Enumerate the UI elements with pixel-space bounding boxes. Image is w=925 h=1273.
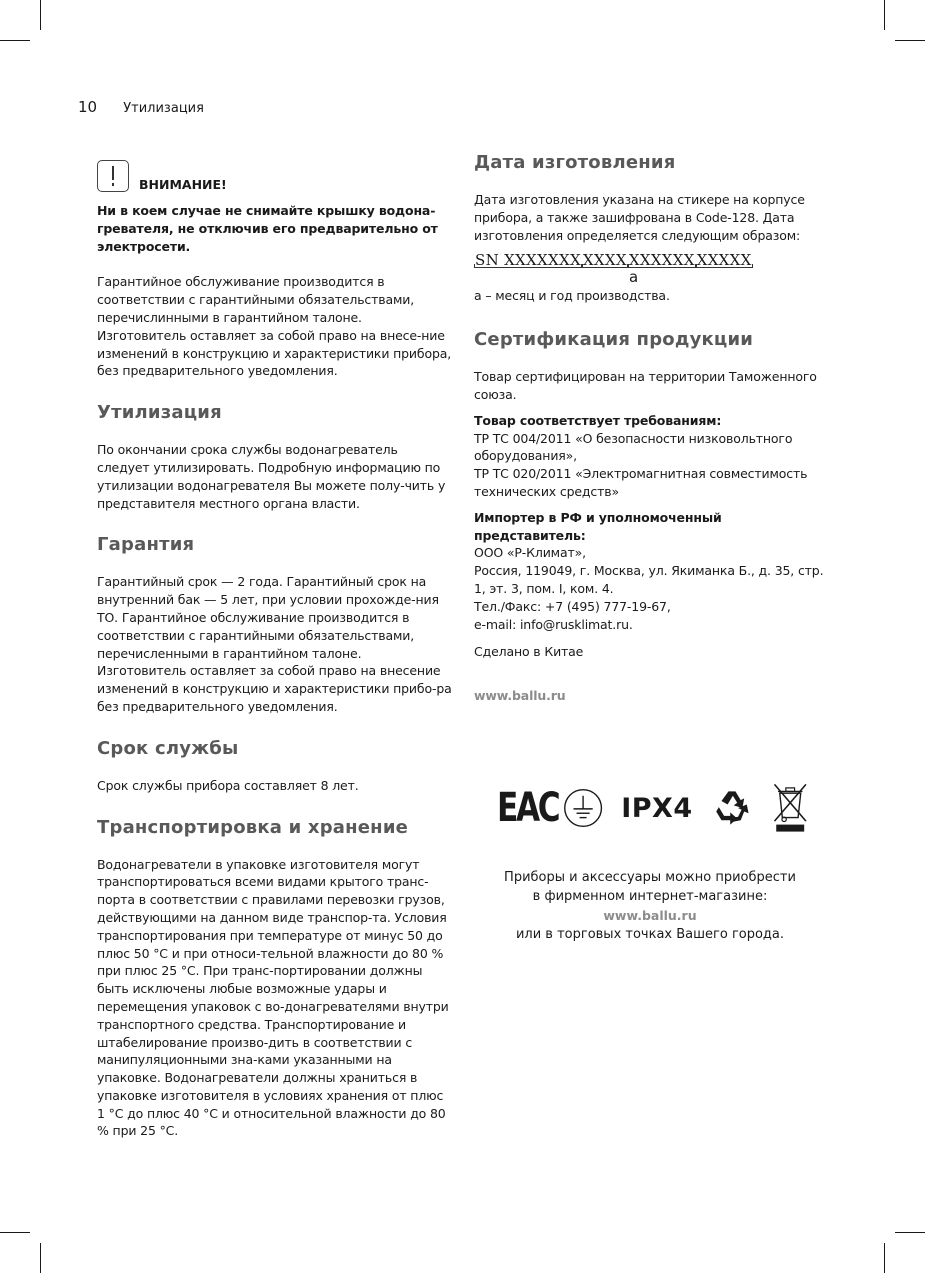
certification-text: Товар сертифицирован на территории Таможенного союза.: [474, 369, 817, 402]
shop-info: [474, 868, 826, 944]
left-column: [97, 160, 452, 1140]
sn-part: XXXXX: [696, 251, 752, 270]
importer-address: Россия, 119049, г. Москва, ул. Якиманка Б., д. 35, стр. 1, эт. 3, пом. I, ком. 4.: [474, 563, 824, 596]
importer-name: ООО «Р-Климат»,: [474, 545, 586, 561]
warning-icon: [97, 160, 129, 192]
warning-text: Гарантийное обслуживание производится в соответствии с гарантийными обязательствами, перечислинными в гарантийном талоне. Изготовитель оставляет за собой право на внесе-ние изменений в конструкцию и характеристики прибора, без предварительного уведомления.: [97, 274, 452, 379]
ipx4-mark: IPX4: [621, 792, 693, 824]
recycle-icon: [711, 784, 753, 832]
crop-mark: [0, 1232, 30, 1233]
website-link[interactable]: www.ballu.ru: [474, 688, 566, 704]
header-section-title: Утилизация: [123, 101, 204, 116]
warning-heading: [97, 160, 452, 192]
sn-marker: a: [629, 268, 639, 287]
certification-heading: Сертификация продукции: [474, 329, 754, 351]
requirement-item: ТР ТС 020/2011 «Электромагнитная совместимость технических средств»: [474, 466, 808, 499]
manufacture-date-heading: Дата изготовления: [474, 152, 676, 173]
disposal-heading: Утилизация: [97, 402, 222, 424]
transport-text: Водонагреватели в упаковке изготовителя могут транспортироваться всеми видами крытого транс-порта в соответствии с правилами перевозки грузов, действующими на данном виде транспор-та. Условия транспортирования при температуре от минус 50 до плюс 50 °С и при относи-тельной влажности до 80 % при плюс 25 °С. При транс-портировании должны быть исключены любые возможные удары и перемещения упаковок с во-донагревателями внутри транспортного средства. Транспортирование и штабелирование произво-дить в соответствии с манипуляционными зна-ками указанными на упаковке. Водонагреватели должны храниться в упаковке изготовителя в условиях хранения от плюс 1 °С до плюс 40 °С и относительной влажности до 80 % при 25 °С.: [97, 856, 449, 1139]
importer-email: e-mail: info@rusklimat.ru.: [474, 616, 633, 632]
page-number: 10: [78, 98, 98, 116]
crop-mark: [895, 1232, 925, 1233]
ground-icon: [563, 785, 603, 831]
transport-heading: Транспортировка и хранение: [97, 816, 409, 838]
sn-part: XXXX: [582, 251, 627, 270]
eac-mark: EAC: [497, 785, 559, 831]
service-life-heading: Срок службы: [97, 737, 239, 759]
crop-mark: [895, 40, 925, 41]
sn-part: SN XXXXXXX: [475, 251, 581, 270]
service-life-text: Срок службы прибора составляет 8 лет.: [97, 777, 359, 793]
crop-mark: [884, 1243, 885, 1273]
importer-phone: Тел./Факс: +7 (495) 777-19-67,: [474, 598, 671, 614]
crop-mark: [40, 1243, 41, 1273]
shop-line: Приборы и аксессуары можно приобрести: [504, 870, 796, 885]
crop-mark: [0, 40, 30, 41]
shop-line: в фирменном интернет-магазине:: [532, 889, 768, 904]
requirements-title: Товар соответствует требованиям:: [474, 412, 722, 428]
certification-logos: [497, 778, 809, 838]
requirement-item: ТР ТС 004/2011 «О безопасности низковольтного оборудования»,: [474, 430, 793, 464]
disposal-text: По окончании срока службы водонагреватель следует утилизировать. Подробную информацию по утилизации водонагревателя Вы можете полу-чить у представителя местного органа власти.: [97, 442, 446, 511]
warranty-text: Гарантийный срок — 2 года. Гарантийный срок на внутренний бак — 5 лет, при условии прохожде-ния ТО. Гарантийное обслуживание производится в соответствии с гарантийными обязательствами, перечисленными в гарантийном талоне. Изготовитель оставляет за собой право на внесение изменений в конструкцию и характеристики прибо-ра без предварительного уведомления.: [97, 574, 452, 714]
shop-website-link[interactable]: www.ballu.ru: [603, 908, 697, 923]
warning-title: ВНИМАНИЕ!: [139, 177, 227, 192]
origin-text: Сделано в Китае: [474, 644, 584, 660]
serial-number-format: [474, 251, 829, 287]
page-header: [78, 98, 204, 116]
manufacture-date-text: Дата изготовления указана на стикере на корпусе прибора, а также зашифрована в Code-128. Дата изготовления определяется следующим образом:: [474, 192, 805, 243]
sn-legend: а – месяц и год производства.: [474, 288, 670, 304]
right-column: [474, 152, 829, 705]
warning-bold-text: Ни в коем случае не снимайте крышку водона-гревателя, не отключив его предварительно от электросети.: [97, 203, 438, 254]
sn-part: XXXXXX: [628, 251, 695, 270]
warranty-heading: Гарантия: [97, 534, 195, 556]
importer-title: Импортер в РФ и уполномоченный представитель:: [474, 509, 722, 543]
shop-line: или в торговых точках Вашего города.: [515, 927, 785, 942]
crop-mark: [884, 0, 885, 30]
crop-mark: [40, 0, 41, 30]
weee-bin-icon: [771, 779, 809, 837]
serial-code: [474, 251, 829, 269]
